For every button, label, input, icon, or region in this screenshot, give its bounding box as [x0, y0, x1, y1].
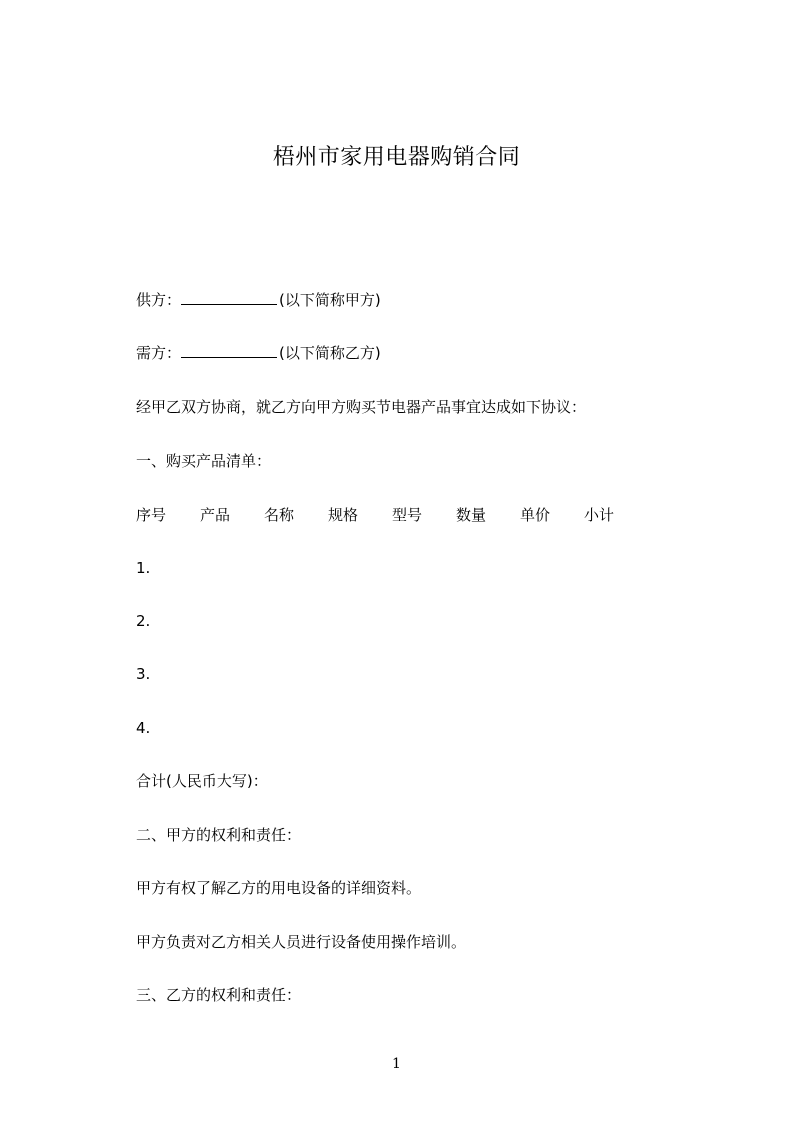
- col-header-name: 名称: [264, 506, 295, 524]
- col-header-quantity: 数量: [456, 506, 487, 524]
- section-heading-1: 一、购买产品清单：: [136, 452, 272, 470]
- col-header-index: 序号: [136, 506, 167, 524]
- supplier-line: [136, 290, 381, 310]
- document-title: 梧州市家用电器购销合同: [272, 145, 521, 170]
- intro-paragraph: 经甲乙双方协商，就乙方向甲方购买节电器产品事宜达成如下协议：: [136, 398, 587, 416]
- list-item: 3.: [136, 665, 151, 683]
- page-number: 1: [392, 1056, 401, 1072]
- buyer-blank: [181, 343, 277, 358]
- list-item: 4.: [136, 719, 151, 737]
- buyer-line: [136, 343, 381, 363]
- buyer-label: 需方：: [136, 344, 182, 362]
- supplier-note: (以下简称甲方): [279, 291, 381, 309]
- supplier-label: 供方：: [136, 291, 182, 309]
- col-header-spec: 规格: [328, 506, 359, 524]
- list-item: 1.: [136, 559, 151, 577]
- col-header-unit-price: 单价: [520, 506, 551, 524]
- col-header-model: 型号: [392, 506, 423, 524]
- col-header-subtotal: 小计: [584, 506, 615, 524]
- list-item: 2.: [136, 612, 151, 630]
- supplier-blank: [181, 290, 277, 305]
- product-list-header: [136, 504, 656, 524]
- buyer-note: (以下简称乙方): [279, 344, 381, 362]
- col-header-product: 产品: [200, 506, 231, 524]
- total-line: 合计(人民币大写)：: [136, 772, 268, 790]
- section-heading-2: 二、甲方的权利和责任：: [136, 826, 302, 844]
- clause-2-2: 甲方负责对乙方相关人员进行设备使用操作培训。: [136, 933, 467, 951]
- section-heading-3: 三、乙方的权利和责任：: [136, 986, 302, 1004]
- clause-2-1: 甲方有权了解乙方的用电设备的详细资料。: [136, 879, 422, 897]
